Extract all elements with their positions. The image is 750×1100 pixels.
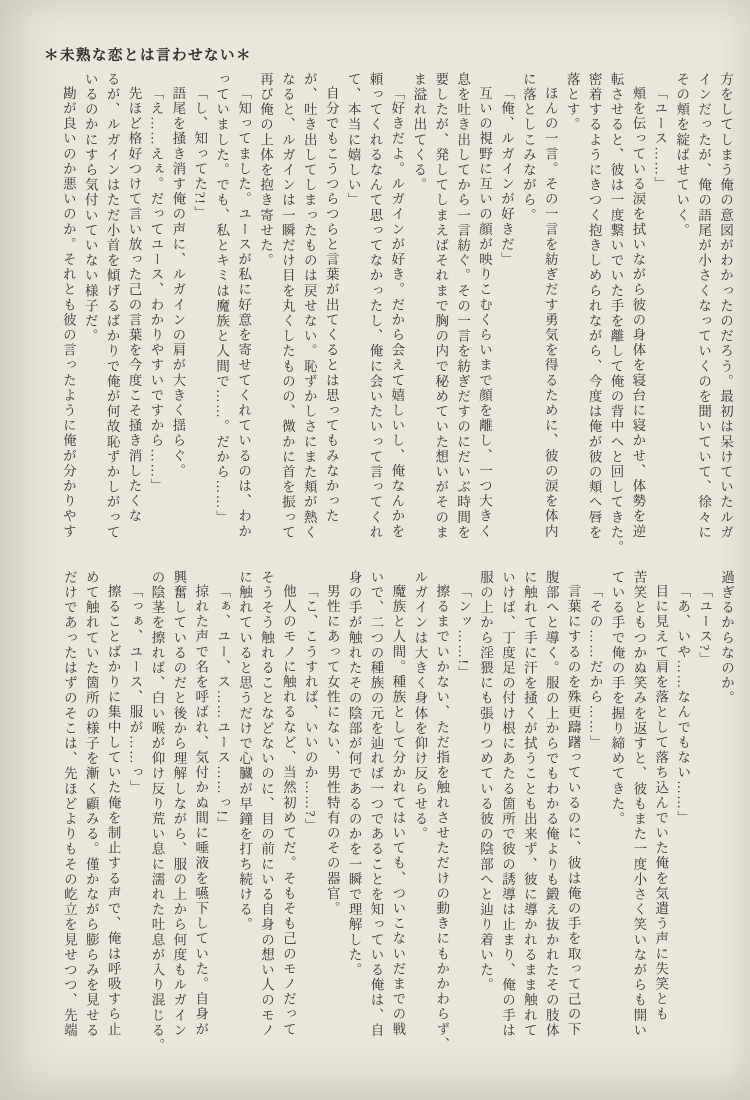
text-block-top bbox=[57, 72, 736, 556]
text-column: ま溢れ出てくる。 bbox=[411, 72, 427, 193]
text-column: 擦るまでいかない、ただ指を触れさせただけの動きにもかかわらず、 bbox=[434, 583, 450, 1052]
text-column: ている手で俺の手を握り締めてきた。 bbox=[609, 570, 625, 827]
text-column: 「ぁ、ユー、ス……ユース……っ!」 bbox=[215, 583, 231, 832]
text-column: に触れて手に汗を掻くが拭うことも出来ず、彼に導かれるまま触れて bbox=[521, 570, 537, 1039]
text-column: 男性にあって女性にない、男性特有のその器官。 bbox=[324, 583, 340, 916]
text-column: その頬を綻ばせていく。 bbox=[674, 72, 690, 239]
text-column: 密着するようにきつく抱きしめられながら、今度は俺が彼の頬へ唇を bbox=[586, 72, 602, 541]
text-column: に落としこみながら。 bbox=[520, 72, 536, 223]
text-column: 掠れた声で名を呼ばれ、気付かぬ間に唾液を嚥下していた。自身が bbox=[193, 583, 209, 1037]
text-column: の陰茎を擦れば、白い喉が仰け反り荒い息に濡れた吐息が入り混じる。 bbox=[149, 570, 165, 1054]
text-column: 「あ、いや……なんでもない……」 bbox=[675, 583, 691, 826]
text-column: 要したが、発してしまえばそれまで胸の内で秘めていた想いがそのま bbox=[433, 72, 449, 541]
text-column: 頼ってくれるなんて思ってなかったし、俺に会いたいって言ってくれ bbox=[367, 72, 383, 541]
text-column: 「知ってました。ユースが私に好意を寄せてくれているのは、わか bbox=[236, 85, 252, 539]
text-column: 「え……えぇ。だってユース、わかりやすいですから……」 bbox=[148, 85, 164, 494]
text-column: 「っぁ、ユース、服が……っ」 bbox=[127, 583, 143, 795]
text-column: に触れていると思うだけで心臓が早鐘を打ち続ける。 bbox=[237, 570, 253, 933]
text-column: るが、ルガインはただ小首を傾げるばかりで俺が何故恥ずかしがって bbox=[104, 72, 120, 541]
text-column: 「こ、こうすれば、いいのか……?」 bbox=[302, 583, 318, 833]
text-column: 先ほど格好つけて言い放った己の言葉を今度こそ掻き消したくな bbox=[126, 85, 142, 524]
text-column: 目に見えて肩を落として落ち込んでいた俺を気遣う声に失笑とも bbox=[653, 583, 669, 1022]
text-column: 「ンッ……!」 bbox=[456, 583, 472, 681]
text-column: て、本当に嬉しい」 bbox=[345, 72, 361, 208]
text-block-bottom bbox=[58, 570, 737, 1067]
text-column: 語尾を掻き消す俺の声に、ルガインの肩が大きく揺らぐ。 bbox=[170, 85, 186, 479]
text-column: 転させると、彼は一度繋いでいた手を離して俺の背中へと回してきた。 bbox=[608, 72, 624, 556]
text-column: が、吐き出してしまったものは戻せない。恥ずかしさにまた頬が熱く bbox=[301, 72, 317, 541]
text-column: 「その……だから……」 bbox=[587, 583, 603, 750]
text-column: 魔族と人間。種族として分かれてはいても、ついこないだまでの戦 bbox=[390, 583, 406, 1037]
text-column: っていました。でも、私とキミは魔族と人間で……。だから……」 bbox=[214, 72, 230, 525]
text-column: めて触れていた箇所の様子を漸く顧みる。僅かながら膨らみを見せる bbox=[83, 570, 99, 1039]
text-column: 腹部へと導く。服の上からでもわかる俺よりも鍛え抜かれたその肢体 bbox=[543, 570, 559, 1039]
text-column: 方をしてしまう俺の意図がわかったのだろう。最初は呆けていたルガ bbox=[718, 72, 733, 541]
text-column: 身の手が触れたその陰部が何であるのかを一瞬で理解した。 bbox=[346, 570, 362, 978]
text-column: ルガインは大きく身体を仰け反らせる。 bbox=[412, 570, 428, 842]
text-column: 頬を伝っている涙を拭いながら彼の身体を寝台に寝かせ、体勢を逆 bbox=[630, 85, 646, 539]
text-column: 服の上から淫猥にも張りつめている彼の陰部へと辿り着いた。 bbox=[478, 570, 494, 993]
text-column: なると、ルガインは一瞬だけ目を丸くしたものの、微かに首を振って bbox=[279, 72, 295, 541]
text-column: 興奮しているのだと後から理解しながら、服の上から何度もルガイン bbox=[171, 570, 187, 1039]
text-column: 「し、知ってた?!」 bbox=[192, 85, 208, 220]
text-column: 再び俺の上体を抱き寄せた。 bbox=[257, 72, 273, 269]
text-column: 勘が良いのか悪いのか。それとも彼の言ったように俺が分かりやす bbox=[60, 85, 76, 539]
text-column: いるのかにすら気付いていない様子だ。 bbox=[82, 72, 98, 344]
text-column: 言葉にするのを殊更躊躇っているのに、彼は俺の手を取って己の下 bbox=[565, 583, 581, 1037]
text-column: いで、二つの種族の元を辿れば一つであることを知っている俺は、自 bbox=[368, 570, 384, 1039]
text-column: 擦ることばかりに集中していた俺を制止する声で、俺は呼吸すら止 bbox=[105, 583, 121, 1037]
page-title: ＊未熟な恋とは言わせない＊ bbox=[44, 48, 252, 64]
text-column: 他人のモノに触れるなど、当然初めてだ。そもそも己のモノだって bbox=[280, 583, 296, 1037]
text-column: ほんの一言。その一言を紡ぎだす勇気を得るために、彼の涙を体内 bbox=[542, 85, 558, 539]
text-column: 過ぎるからなのか。 bbox=[719, 570, 734, 706]
text-column: 自分でもこうつらつらと言葉が出てくるとは思ってもみなかった bbox=[323, 85, 339, 524]
text-column: 「ユース?」 bbox=[697, 583, 713, 667]
text-column: 「ユース……」 bbox=[652, 85, 668, 192]
text-column: 互いの視野に互いの顔が映りこむくらいまで顔を離し、一つ大きく bbox=[477, 85, 493, 539]
text-column: 息を吐き出してから一言紡ぐ。その一言を紡ぎだすのにだいぶ時間を bbox=[455, 72, 471, 541]
text-column: 「俺、ルガインが好きだ」 bbox=[498, 85, 514, 267]
text-column: そうそう触れることなどないのに、目の前にいる自身の想い人のモノ bbox=[258, 570, 274, 1039]
text-column: 落とす。 bbox=[564, 72, 580, 133]
text-column: 苦笑ともつかぬ笑みを返すと、彼もまた一度小さく笑いながらも開い bbox=[631, 570, 647, 1039]
text-column: だけであったはずのそこは、先ほどよりもその屹立を見せつつ、先端 bbox=[61, 570, 77, 1039]
text-column: インだったが、俺の語尾が小さくなっていくのを聞いていて、徐々に bbox=[696, 72, 712, 541]
text-column: 「好きだよ。ルガインが好き。だから会えて嬉しいし、俺なんかを bbox=[389, 85, 405, 539]
text-column: いけば、丁度足の付け根にあたる箇所で彼の誘導は止まり、俺の手は bbox=[499, 570, 515, 1039]
